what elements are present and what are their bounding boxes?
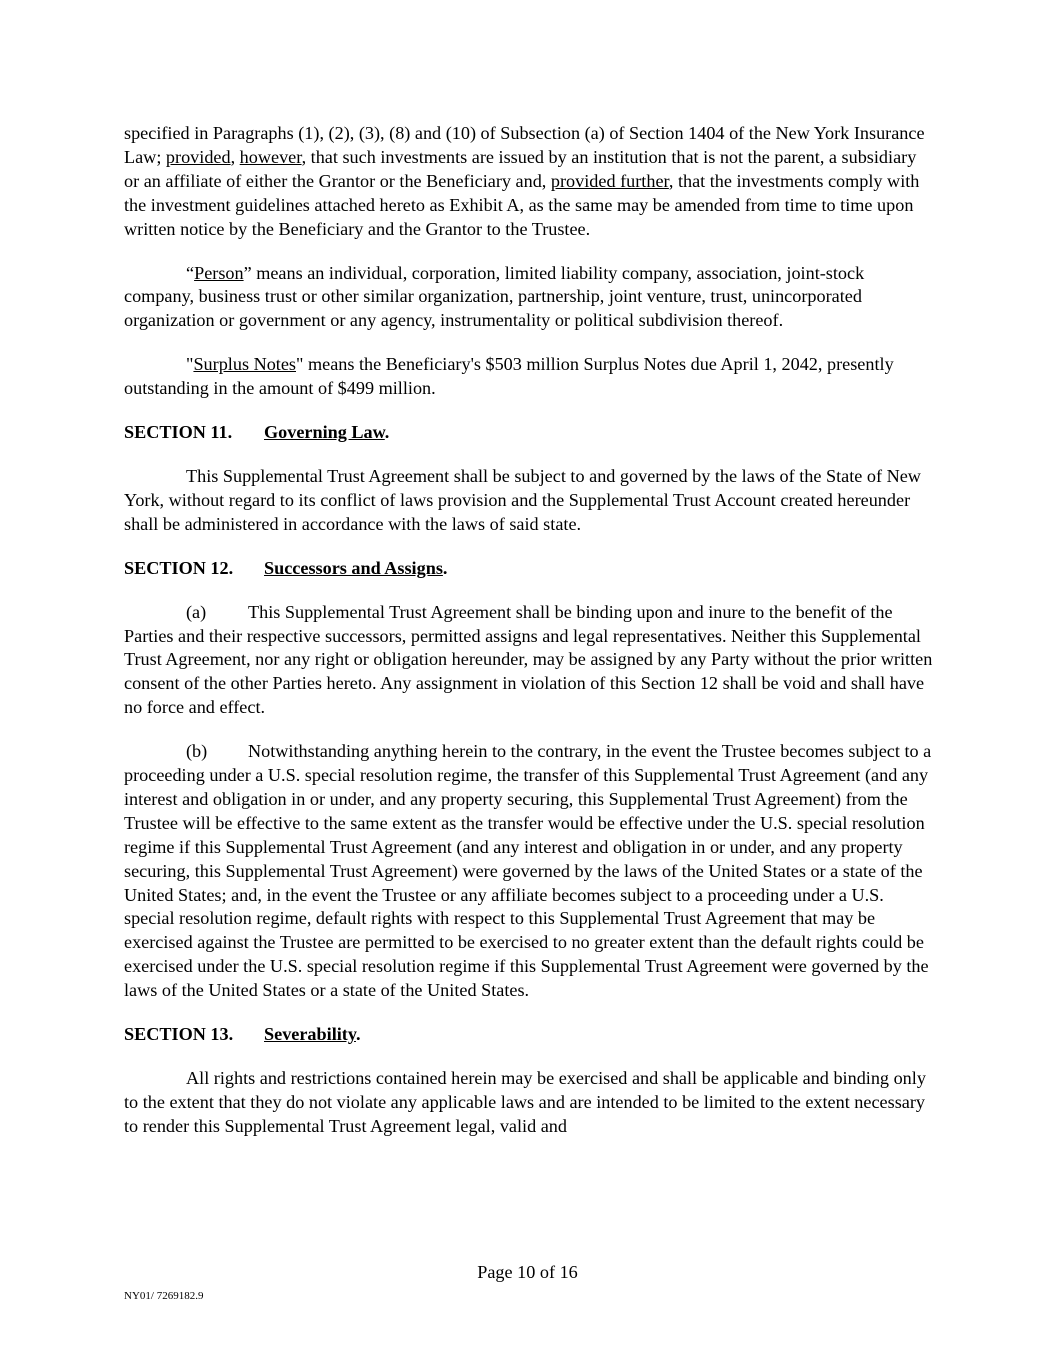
section-12b [124, 740, 934, 1003]
quote-mark: “ [186, 262, 195, 283]
section-11-body: This Supplemental Trust Agreement shall be subject to and governed by the laws of the State of New York, without regard to its conflict of laws provision and the Supplemental Trust Account created hereunder shall be administered in accordance with the laws of said state. [124, 465, 921, 534]
section-number: SECTION 13. [124, 1024, 234, 1045]
definition-person [124, 262, 934, 334]
clause-label: (a) [186, 601, 207, 622]
section-13-heading [124, 1023, 934, 1047]
paragraph-investments [124, 122, 934, 242]
clause-label: (b) [186, 741, 208, 762]
section-title: Governing Law [264, 422, 385, 443]
defined-term-surplus-notes: Surplus Notes [193, 354, 296, 375]
term-provided-further: provided further [550, 170, 669, 191]
text-run: , that the investments comply with the investment guidelines attached hereto as Exhibit A, as the same may be amended from time to time upon written notice by the Beneficiary and the Grantor to the Trustee. [124, 170, 920, 239]
heading-period: . [355, 1024, 361, 1045]
section-11-heading [124, 421, 934, 445]
text-run: , [230, 146, 240, 167]
definition-text: ” means an individual, corporation, limited liability company, association, joint-stock company, business trust or other similar organization, partnership, joint venture, trust, unincorporated organization or government or any agency, instrumentality or political subdivision thereof. [124, 262, 865, 331]
section-title: Severability [264, 1024, 356, 1045]
section-number: SECTION 11. [124, 422, 233, 443]
clause-text: This Supplemental Trust Agreement shall be binding upon and inure to the benefit of the Parties and their respective successors, permitted assigns and legal representatives. Neither this Supplemental Trust Agreement, nor any right or obligation hereunder, may be assigned by any Party without the prior written consent of the other Parties hereto. Any assignment in violation of this Section 12 shall be void and shall have no force and effect. [124, 601, 933, 718]
term-however: however [239, 146, 302, 167]
page-number: Page 10 of 16 [477, 1262, 578, 1282]
section-12-heading [124, 557, 934, 581]
quote-mark: " [186, 354, 194, 375]
heading-period: . [442, 557, 448, 578]
section-12a [124, 601, 934, 721]
document-page [124, 122, 934, 1159]
definition-text: " means the Beneficiary's $503 million Surplus Notes due April 1, 2042, presently outstanding in the amount of $499 million. [124, 354, 894, 399]
definition-surplus-notes [124, 353, 934, 401]
clause-text: Notwithstanding anything herein to the contrary, in the event the Trustee becomes subject to a proceeding under a U.S. special resolution regime, the transfer of this Supplemental Trust Agreement (and any interest and obligation in or under, and any property securing, this Supplemental Trust Agreement) from the Trustee will be effective to the same extent as the transfer would be effective under the U.S. special resolution regime if this Supplemental Trust Agreement (and any interest and obligation in or under, and any property securing, this Supplemental Trust Agreement) were governed by the laws of the United States or a state of the United States; and, in the event the Trustee or any affiliate becomes subject to a proceeding under a U.S. special resolution regime, default rights with respect to this Supplemental Trust Agreement that may be exercised against the Trustee are permitted to be exercised to no greater extent than the default rights could be exercised under the U.S. special resolution regime if this Supplemental Trust Agreement were governed by the laws of the United States or a state of the United States. [124, 741, 932, 1001]
section-13-body: All rights and restrictions contained herein may be exercised and shall be applicable and binding only to the extent that they do not violate any applicable laws and are intended to be limited to the extent necessary to render this Supplemental Trust Agreement legal, valid and [124, 1068, 926, 1136]
section-number: SECTION 12. [124, 557, 234, 578]
heading-period: . [384, 422, 390, 443]
section-title: Successors and Assigns [264, 557, 443, 578]
defined-term-person: Person [194, 262, 244, 283]
text-run: specified in Paragraphs (1), (2), (3), (8) and (10) of Subsection (a) of Section 1404 of the New York Insurance Law; [124, 123, 925, 167]
term-provided: provided [165, 146, 231, 167]
document-id: NY01/ 7269182.9 [124, 1290, 204, 1302]
text-run: , that such investments are issued by an institution that is not the parent, a subsidiary or an affiliate of either the Grantor or the Beneficiary and, [124, 146, 917, 191]
